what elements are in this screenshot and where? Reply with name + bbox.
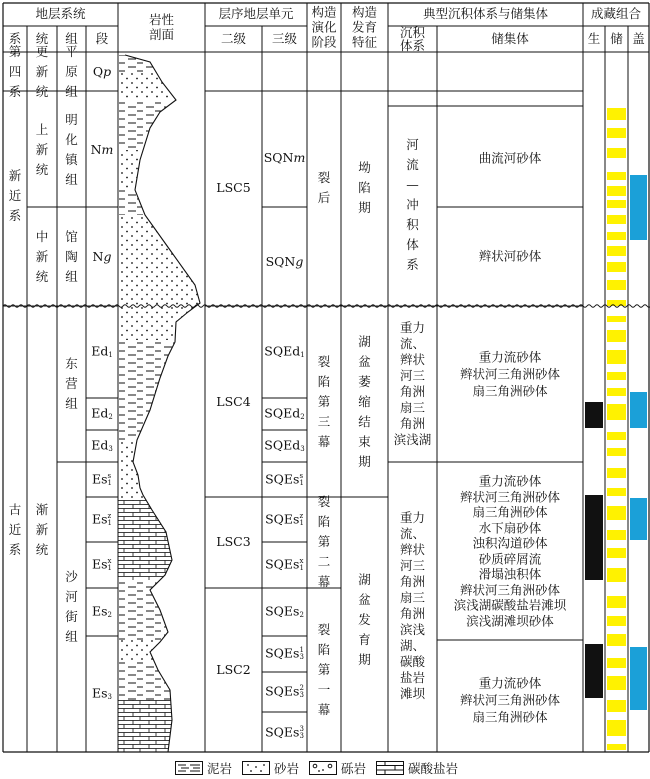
header-tong: 统: [35, 30, 49, 46]
sandstone-pattern-icon: [242, 761, 270, 775]
header-lithology: 岩性 剖面: [148, 12, 175, 42]
reservoir-bar: [607, 616, 626, 626]
source-rock-bar: [585, 402, 603, 428]
legend: [175, 760, 468, 776]
lithology-band: [118, 190, 208, 215]
lithology-band: [118, 303, 208, 340]
third-order-sequence: SQEd 1: [264, 343, 305, 359]
header-reservoir-short: 储: [610, 30, 623, 46]
reservoir-bar: [607, 488, 626, 496]
third-order-sequence: SQEs 3 3: [265, 724, 304, 740]
lithology-band: [118, 700, 208, 752]
reservoir-bar: [607, 506, 626, 520]
legend-label-sandstone: 砂岩: [274, 761, 300, 776]
zu-dongying: 东 营 组: [65, 356, 78, 411]
lithology-band: [118, 100, 208, 122]
lithology-band: [118, 640, 208, 660]
second-order-unit: LSC5: [216, 179, 251, 195]
legend-mudstone: [175, 759, 232, 777]
legend-label-mudstone: 泥岩: [207, 761, 233, 776]
third-order-sequence: SQEs 1 3: [265, 645, 304, 661]
header-sequence-unit: 层序地层单元: [218, 5, 294, 21]
lithology-band: [118, 122, 208, 150]
third-order-sequence: SQEd 3: [264, 437, 305, 453]
cap-rock-bar: [630, 647, 647, 710]
reservoir-bar: [607, 330, 626, 342]
conglomerate-pattern-icon: [309, 761, 337, 775]
third-order-sequence: SQEs 2 3: [265, 683, 304, 699]
third-order-sequence: SQEd 2: [264, 405, 305, 421]
header-strat-system: 地层系统: [35, 5, 86, 21]
reservoir-bar: [607, 108, 626, 120]
reservoir-bar: [607, 200, 626, 208]
member-label: Ed 2: [91, 405, 113, 421]
header-source: 生: [587, 30, 601, 46]
reservoir-bar: [607, 388, 626, 396]
member-label: Es x 1: [91, 556, 113, 572]
tong-pliocene: 上 新 统: [35, 122, 49, 177]
legend-label-carbonate: 碳酸盐岩: [408, 761, 459, 776]
lithology-band: [118, 55, 208, 72]
lithology-band: [118, 440, 208, 475]
member-label: Ng: [92, 248, 112, 264]
cap-rock-bar: [630, 498, 647, 540]
member-label: Es s 1: [91, 471, 113, 487]
mudstone-pattern-icon: [175, 761, 203, 775]
header-second-order: 二级: [220, 30, 247, 46]
legend-label-conglomerate: 砾岩: [341, 761, 367, 776]
reservoir-bar: [607, 172, 626, 180]
tectonic-stage: 裂 陷 第 二 幕: [317, 494, 331, 589]
member-label: Ed 3: [91, 437, 113, 453]
source-rock-bar: [585, 644, 603, 698]
lithology-band: [118, 400, 208, 440]
reservoir-bar: [607, 246, 626, 256]
third-order-sequence: SQEs 2: [265, 603, 304, 619]
header-typical-system: 典型沉积体系与储集体: [422, 5, 549, 21]
reservoir-bar: [607, 316, 626, 322]
second-order-unit: LSC2: [216, 661, 251, 677]
second-order-unit: LSC4: [216, 393, 251, 409]
xi-paleogene: 古 近 系: [8, 502, 22, 557]
member-label: Es z 1: [91, 511, 113, 527]
lithology-band: [118, 580, 208, 640]
zu-guantao: 馆 陶 组: [65, 229, 78, 284]
zu-pingyuan: 平 原 组: [65, 44, 78, 99]
third-order-sequence: SQEs s 1: [265, 471, 304, 487]
lithology-band: [118, 475, 208, 500]
xi-neogene: 新 近 系: [8, 168, 22, 223]
tong-oligocene: 渐 新 统: [35, 502, 49, 557]
reservoir-bar: [607, 128, 626, 138]
reservoir-bar: [607, 186, 626, 196]
reservoir-bar: [607, 232, 626, 240]
reservoir-body: 辫状河砂体: [478, 248, 542, 264]
third-order-sequence: SQEs z 1: [265, 511, 304, 527]
reservoir-bar: [607, 720, 626, 736]
reservoir-bar: [607, 468, 626, 478]
header-third-order: 三级: [271, 30, 298, 46]
lithology-profile: [118, 55, 208, 752]
reservoir-bar: [607, 568, 626, 582]
third-order-sequence: SQEs x 1: [265, 556, 304, 572]
reservoir-bar: [607, 548, 626, 558]
legend-conglomerate: [309, 759, 366, 777]
dep-system-dongying: 重力 流、 辫状 河三 角洲 扇三 角洲 滨浅湖: [393, 320, 432, 447]
second-order-unit: LSC3: [216, 533, 251, 549]
tong-miocene: 中 新 统: [35, 229, 49, 284]
third-order-sequence: SQNg: [265, 253, 304, 269]
legend-carbonate: [376, 759, 458, 777]
carbonate-pattern-icon: [376, 761, 404, 775]
reservoir-bar: [607, 262, 626, 272]
reservoir-bar: [607, 372, 626, 380]
lithology-band: [118, 250, 208, 303]
member-label: Nm: [90, 141, 114, 157]
tong-pleistocene: 更 新 统: [35, 44, 49, 99]
reservoir-bar: [607, 280, 626, 290]
basin-feature: 湖 盆 发 育 期: [358, 572, 371, 667]
header-zu: 组: [65, 30, 78, 46]
reservoir-body: 重力流砂体 辫状河三角洲砂体 扇三角洲砂体 水下扇砂体 浊积沟道砂体 砂质碎屑流 滑塌浊积体 辫状河三角洲砂体 滨浅湖碳酸盐岩滩坝 滨浅湖滩坝砂体: [453, 473, 567, 628]
member-label: Es 3: [91, 685, 113, 701]
header-cap: 盖: [632, 30, 645, 46]
member-label: Es 2: [91, 603, 113, 619]
header-xi: 系: [8, 30, 22, 46]
basin-feature: 湖 盆 萎 缩 结 束 期: [358, 334, 371, 469]
cap-rock-bar: [630, 392, 647, 428]
member-label: Ed 1: [91, 343, 113, 359]
reservoir-bar: [607, 658, 626, 668]
dep-system-shahejie: 重力 流、 辫状 河三 角洲 扇三 角洲 滨浅 湖、 碳酸 盐岩 滩坝: [399, 510, 426, 701]
reservoir-bar: [607, 148, 626, 158]
lithology-band: [118, 660, 208, 700]
cap-rock-bar: [630, 175, 647, 240]
tectonic-stage: 裂 后: [317, 170, 331, 205]
header-duan: 段: [95, 30, 109, 46]
reservoir-bar: [607, 350, 626, 364]
reservoir-bar: [607, 215, 626, 224]
header-dep-system: 沉积 体系: [399, 25, 426, 53]
legend-sandstone: [242, 759, 299, 777]
header-tectonic-stage: 构造 演化 阶段: [311, 4, 337, 50]
tectonic-stage: 裂 陷 第 三 幕: [317, 354, 331, 449]
reservoir-bar: [607, 676, 626, 690]
header-basin-feature: 构造 发育 特征: [351, 4, 378, 50]
member-label: Qp: [92, 63, 112, 79]
dep-system-fluvial: 河 流 — 冲 积 体 系: [406, 137, 419, 272]
reservoir-body: 重力流砂体 辫状河三角洲砂体 扇三角洲砂体: [459, 675, 561, 725]
basin-feature: 坳 陷 期: [358, 160, 371, 215]
header-accumulation: 成藏组合: [590, 5, 642, 21]
reservoir-bar: [607, 530, 626, 540]
lithology-band: [118, 500, 208, 540]
reservoir-bar: [607, 596, 626, 608]
reservoir-body: 重力流砂体 辫状河三角洲砂体 扇三角洲砂体: [459, 349, 561, 399]
xi-quaternary: 第 四 系: [8, 44, 22, 99]
lithology-band: [118, 215, 208, 250]
zu-minghuazhen: 明 化 镇 组: [65, 112, 78, 187]
source-rock-bar: [585, 495, 603, 580]
header-reservoir: 储集体: [491, 30, 529, 46]
reservoir-bar: [607, 448, 626, 456]
reservoir-bar: [607, 634, 626, 646]
lithology-band: [118, 72, 208, 100]
reservoir-bar: [607, 700, 626, 712]
tectonic-stage: 裂 陷 第 一 幕: [317, 622, 331, 717]
reservoir-bar: [607, 404, 626, 420]
reservoir-body: 曲流河砂体: [478, 150, 542, 166]
reservoir-bar: [607, 744, 626, 750]
reservoir-bar: [607, 300, 626, 306]
zu-shahejie: 沙 河 街 组: [65, 569, 78, 644]
reservoir-bar: [607, 432, 626, 440]
third-order-sequence: SQNm: [263, 149, 306, 165]
lithology-band: [118, 150, 208, 190]
lithology-band: [118, 540, 208, 580]
